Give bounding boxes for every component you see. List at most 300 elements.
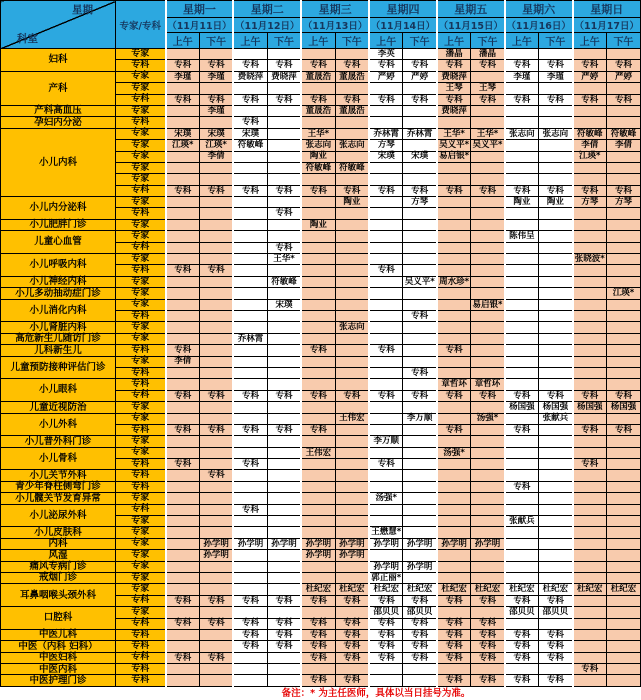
schedule-cell	[471, 572, 505, 583]
schedule-cell	[369, 288, 403, 299]
schedule-cell	[606, 299, 640, 310]
schedule-cell: 方琴	[573, 197, 607, 208]
department-cell: 产科	[1, 71, 116, 105]
schedule-cell	[369, 117, 403, 128]
schedule-cell: 乔林霄	[233, 333, 267, 344]
schedule-cell	[471, 424, 505, 435]
day-header-0: 星期一	[166, 1, 234, 18]
department-cell: 小儿皮肤科	[1, 527, 116, 538]
schedule-cell	[437, 493, 471, 504]
schedule-cell	[606, 641, 640, 652]
schedule-cell	[335, 231, 369, 242]
schedule-cell: 专科	[166, 60, 200, 71]
schedule-cell: 江瑛*	[606, 288, 640, 299]
schedule-cell	[403, 219, 437, 230]
row-type-cell: 专科	[116, 390, 166, 401]
schedule-cell	[403, 447, 437, 458]
schedule-cell	[437, 265, 471, 276]
schedule-cell: 专科	[335, 595, 369, 606]
schedule-cell: 专科	[471, 595, 505, 606]
schedule-cell	[437, 459, 471, 470]
schedule-cell	[606, 345, 640, 356]
schedule-cell	[606, 379, 640, 390]
schedule-cell	[301, 288, 335, 299]
day-header-6: 星期日	[573, 1, 641, 18]
schedule-row	[1, 288, 641, 299]
pm-header-4: 下午	[471, 33, 505, 49]
schedule-cell	[505, 299, 539, 310]
schedule-cell	[471, 231, 505, 242]
schedule-cell	[335, 128, 369, 139]
schedule-cell: 专科	[369, 265, 403, 276]
schedule-cell	[437, 117, 471, 128]
row-type-cell: 专家	[116, 333, 166, 344]
schedule-cell: 专科	[505, 94, 539, 105]
department-cell: 儿童心血管	[1, 231, 116, 254]
schedule-cell: 孙学明	[471, 538, 505, 549]
department-cell: 中医内科	[1, 664, 116, 675]
schedule-cell: 王琴	[471, 83, 505, 94]
schedule-cell	[267, 584, 301, 595]
schedule-cell	[166, 527, 200, 538]
department-cell: 小儿消化内科	[1, 299, 116, 322]
schedule-cell: 乔林霄	[369, 128, 403, 139]
schedule-row	[1, 481, 641, 492]
department-cell: 小儿普外科门诊	[1, 436, 116, 447]
row-type-cell: 专科	[116, 675, 166, 686]
schedule-cell	[403, 105, 437, 116]
schedule-cell	[233, 162, 267, 173]
schedule-cell	[233, 288, 267, 299]
schedule-cell	[606, 117, 640, 128]
row-type-cell: 专家	[116, 231, 166, 242]
row-type-cell: 专家	[116, 550, 166, 561]
schedule-row	[1, 345, 641, 356]
schedule-cell: 严婷	[369, 71, 403, 82]
schedule-cell	[437, 322, 471, 333]
schedule-cell	[539, 664, 573, 675]
department-cell: 小儿泌尿外科	[1, 504, 116, 527]
schedule-cell	[403, 140, 437, 151]
schedule-cell	[233, 379, 267, 390]
schedule-cell	[335, 151, 369, 162]
schedule-cell: 李倩	[199, 151, 233, 162]
schedule-cell: 张志向	[539, 128, 573, 139]
schedule-cell	[471, 151, 505, 162]
row-type-cell: 专科	[116, 459, 166, 470]
schedule-cell: 专科	[437, 424, 471, 435]
schedule-cell: 专科	[403, 390, 437, 401]
schedule-cell: 吴义平*	[403, 276, 437, 287]
schedule-cell	[606, 367, 640, 378]
schedule-cell	[539, 379, 573, 390]
schedule-cell	[369, 83, 403, 94]
schedule-cell: 孙学明	[335, 550, 369, 561]
department-cell: 高危新生儿随访门诊	[1, 333, 116, 344]
schedule-cell	[335, 299, 369, 310]
schedule-cell	[606, 629, 640, 640]
schedule-cell: 专科	[437, 629, 471, 640]
schedule-cell	[166, 402, 200, 413]
schedule-row	[1, 493, 641, 504]
schedule-cell: 严婷	[403, 71, 437, 82]
schedule-cell: 专科	[471, 94, 505, 105]
schedule-cell: 孙学明	[267, 538, 301, 549]
schedule-cell: 专科	[267, 60, 301, 71]
schedule-cell	[267, 470, 301, 481]
schedule-cell	[335, 83, 369, 94]
schedule-cell	[267, 516, 301, 527]
schedule-cell	[335, 493, 369, 504]
schedule-cell	[403, 436, 437, 447]
schedule-row	[1, 641, 641, 652]
schedule-cell	[403, 459, 437, 470]
schedule-cell	[403, 174, 437, 185]
schedule-cell: 专科	[403, 310, 437, 321]
schedule-cell	[335, 345, 369, 356]
schedule-cell	[199, 413, 233, 424]
schedule-cell: 专科	[233, 94, 267, 105]
schedule-cell	[166, 436, 200, 447]
schedule-cell: 陶业	[335, 197, 369, 208]
schedule-cell: 专科	[199, 652, 233, 663]
schedule-cell: 孙学明	[233, 538, 267, 549]
schedule-cell	[267, 493, 301, 504]
schedule-cell: 专科	[573, 664, 607, 675]
schedule-cell: 江瑛*	[166, 140, 200, 151]
schedule-cell: 邵贝贝	[403, 607, 437, 618]
am-header-1: 上午	[233, 33, 267, 49]
schedule-cell: 专科	[437, 94, 471, 105]
schedule-cell	[369, 231, 403, 242]
schedule-cell	[233, 561, 267, 572]
schedule-cell	[471, 174, 505, 185]
schedule-cell	[539, 470, 573, 481]
schedule-cell	[166, 572, 200, 583]
schedule-cell: 张志向	[335, 140, 369, 151]
schedule-cell	[233, 310, 267, 321]
schedule-cell: 专科	[369, 60, 403, 71]
schedule-cell	[301, 470, 335, 481]
schedule-cell	[403, 208, 437, 219]
schedule-cell	[606, 151, 640, 162]
schedule-cell	[505, 413, 539, 424]
row-type-cell: 专家	[116, 584, 166, 595]
department-cell: 小儿多动抽动症门诊	[1, 288, 116, 299]
schedule-cell	[369, 356, 403, 367]
schedule-cell	[267, 367, 301, 378]
schedule-cell: 方琴	[403, 197, 437, 208]
schedule-cell	[166, 299, 200, 310]
row-type-cell: 专家	[116, 71, 166, 82]
schedule-cell: 专科	[505, 629, 539, 640]
schedule-cell	[267, 219, 301, 230]
schedule-cell	[471, 470, 505, 481]
schedule-cell: 专科	[369, 595, 403, 606]
schedule-cell: 符敏峰	[267, 276, 301, 287]
schedule-cell	[505, 49, 539, 60]
schedule-cell: 专科	[505, 481, 539, 492]
schedule-cell	[606, 83, 640, 94]
schedule-cell	[166, 333, 200, 344]
schedule-cell	[369, 447, 403, 458]
schedule-cell	[505, 310, 539, 321]
department-cell: 风湿	[1, 550, 116, 561]
schedule-cell	[539, 254, 573, 265]
row-type-cell: 专科	[116, 242, 166, 253]
schedule-cell	[369, 664, 403, 675]
schedule-cell	[199, 208, 233, 219]
schedule-cell	[505, 459, 539, 470]
schedule-cell: 王伟宏	[301, 447, 335, 458]
schedule-cell	[199, 561, 233, 572]
schedule-cell	[403, 527, 437, 538]
schedule-cell	[369, 276, 403, 287]
schedule-cell	[335, 219, 369, 230]
schedule-cell: 宋璞	[369, 151, 403, 162]
schedule-cell	[539, 208, 573, 219]
schedule-cell	[199, 333, 233, 344]
schedule-cell: 专科	[606, 185, 640, 196]
schedule-cell	[166, 219, 200, 230]
schedule-cell	[573, 470, 607, 481]
schedule-row	[1, 629, 641, 640]
schedule-cell: 李瑾	[199, 71, 233, 82]
schedule-cell	[573, 242, 607, 253]
schedule-cell	[369, 105, 403, 116]
schedule-cell	[437, 162, 471, 173]
department-cell: 小儿肥胖门诊	[1, 219, 116, 230]
schedule-cell	[505, 345, 539, 356]
schedule-cell: 杜纪宏	[606, 584, 640, 595]
schedule-cell	[437, 197, 471, 208]
schedule-cell	[471, 288, 505, 299]
schedule-cell	[267, 128, 301, 139]
schedule-cell	[267, 447, 301, 458]
schedule-cell	[573, 322, 607, 333]
schedule-cell: 专科	[471, 641, 505, 652]
schedule-cell	[539, 162, 573, 173]
schedule-cell	[573, 162, 607, 173]
schedule-cell	[335, 572, 369, 583]
schedule-cell	[335, 424, 369, 435]
schedule-cell: 专科	[539, 60, 573, 71]
schedule-cell	[166, 310, 200, 321]
schedule-cell	[301, 310, 335, 321]
row-type-cell: 专家	[116, 288, 166, 299]
schedule-cell	[335, 288, 369, 299]
schedule-cell	[199, 516, 233, 527]
schedule-cell	[199, 527, 233, 538]
row-type-cell: 专家	[116, 413, 166, 424]
schedule-cell: 专科	[539, 94, 573, 105]
schedule-cell	[199, 481, 233, 492]
schedule-cell	[471, 208, 505, 219]
schedule-row	[1, 664, 641, 675]
schedule-cell: 孙学明	[403, 538, 437, 549]
schedule-cell	[573, 276, 607, 287]
schedule-cell	[335, 607, 369, 618]
schedule-cell	[301, 208, 335, 219]
row-type-cell: 专家	[116, 299, 166, 310]
department-cell: 小儿内科	[1, 128, 116, 196]
schedule-cell: 专科	[301, 390, 335, 401]
schedule-cell: 专科	[233, 185, 267, 196]
schedule-cell: 专科	[437, 618, 471, 629]
row-type-cell: 专科	[116, 652, 166, 663]
schedule-cell: 专科	[437, 675, 471, 686]
schedule-cell: 张献兵	[505, 516, 539, 527]
schedule-cell	[437, 231, 471, 242]
schedule-cell: 专科	[166, 345, 200, 356]
schedule-cell	[369, 470, 403, 481]
schedule-row	[1, 572, 641, 583]
day-header-3: 星期四	[369, 1, 437, 18]
schedule-cell: 专科	[369, 345, 403, 356]
schedule-cell: 陶业	[301, 219, 335, 230]
schedule-cell	[539, 49, 573, 60]
schedule-cell: 专科	[301, 185, 335, 196]
schedule-cell: 专科	[233, 629, 267, 640]
schedule-row	[1, 447, 641, 458]
schedule-cell: 专科	[606, 60, 640, 71]
schedule-cell	[335, 333, 369, 344]
schedule-cell	[471, 493, 505, 504]
schedule-cell	[437, 561, 471, 572]
schedule-row	[1, 379, 641, 390]
schedule-cell	[267, 402, 301, 413]
schedule-cell	[301, 527, 335, 538]
schedule-cell: 邵贝贝	[505, 607, 539, 618]
schedule-cell	[233, 265, 267, 276]
schedule-cell: 杜纪宏	[505, 584, 539, 595]
schedule-cell: 宋璞	[233, 128, 267, 139]
am-header-4: 上午	[437, 33, 471, 49]
department-cell: 中医妇科	[1, 652, 116, 663]
schedule-row	[1, 607, 641, 618]
schedule-cell	[199, 493, 233, 504]
schedule-cell	[471, 310, 505, 321]
department-cell: 耳鼻咽喉头颈外科	[1, 584, 116, 607]
schedule-cell: 宋璞	[267, 299, 301, 310]
schedule-cell: 李瑾	[539, 71, 573, 82]
schedule-cell	[301, 561, 335, 572]
schedule-cell	[437, 288, 471, 299]
schedule-cell	[166, 276, 200, 287]
schedule-cell	[166, 117, 200, 128]
schedule-cell	[403, 424, 437, 435]
row-type-cell: 专家	[116, 538, 166, 549]
row-type-cell: 专家	[116, 254, 166, 265]
schedule-cell: 专科	[267, 390, 301, 401]
schedule-cell	[301, 197, 335, 208]
row-type-cell: 专科	[116, 664, 166, 675]
schedule-cell: 专科	[437, 345, 471, 356]
department-cell: 痛风专病门诊	[1, 561, 116, 572]
schedule-cell	[403, 504, 437, 515]
schedule-cell	[403, 493, 437, 504]
schedule-cell	[267, 481, 301, 492]
schedule-cell: 孙学明	[199, 538, 233, 549]
schedule-cell: 潘晶	[437, 49, 471, 60]
schedule-cell	[573, 413, 607, 424]
schedule-row	[1, 652, 641, 663]
schedule-row	[1, 322, 641, 333]
schedule-cell	[335, 117, 369, 128]
schedule-cell	[369, 516, 403, 527]
schedule-cell	[369, 675, 403, 686]
schedule-cell: 专科	[267, 185, 301, 196]
schedule-cell	[335, 174, 369, 185]
schedule-cell: 专科	[233, 504, 267, 515]
schedule-cell: 张献兵	[539, 413, 573, 424]
schedule-row	[1, 128, 641, 139]
schedule-cell	[267, 436, 301, 447]
schedule-cell	[505, 493, 539, 504]
schedule-cell	[606, 561, 640, 572]
schedule-cell	[267, 572, 301, 583]
schedule-cell: 专科	[335, 652, 369, 663]
schedule-cell	[335, 447, 369, 458]
schedule-cell	[199, 504, 233, 515]
schedule-cell	[166, 151, 200, 162]
schedule-row	[1, 276, 641, 287]
schedule-cell	[573, 367, 607, 378]
schedule-cell	[199, 379, 233, 390]
pm-header-2: 下午	[335, 33, 369, 49]
schedule-cell	[403, 516, 437, 527]
schedule-cell	[369, 504, 403, 515]
schedule-cell	[267, 117, 301, 128]
schedule-cell: 符敏峰	[606, 128, 640, 139]
schedule-cell	[505, 470, 539, 481]
schedule-cell	[267, 652, 301, 663]
schedule-cell	[403, 49, 437, 60]
schedule-cell	[233, 470, 267, 481]
schedule-cell: 专科	[301, 424, 335, 435]
schedule-cell: 专科	[267, 618, 301, 629]
schedule-cell	[166, 470, 200, 481]
schedule-cell: 董晟浩	[301, 105, 335, 116]
schedule-cell: 孙学明	[369, 538, 403, 549]
schedule-cell: 专科	[233, 641, 267, 652]
schedule-row	[1, 356, 641, 367]
schedule-cell	[471, 436, 505, 447]
schedule-cell	[606, 322, 640, 333]
day-date-6: （11月17日）	[573, 18, 641, 33]
schedule-cell	[233, 607, 267, 618]
schedule-cell: 汤强*	[471, 413, 505, 424]
department-cell: 戒烟门诊	[1, 572, 116, 583]
department-cell: 小儿内分泌科	[1, 197, 116, 220]
department-cell: 产科高血压	[1, 105, 116, 116]
schedule-cell	[199, 276, 233, 287]
schedule-cell	[267, 345, 301, 356]
schedule-cell	[301, 49, 335, 60]
schedule-cell	[233, 105, 267, 116]
schedule-cell	[267, 675, 301, 686]
schedule-cell: 陈伟呈	[505, 231, 539, 242]
schedule-cell	[403, 379, 437, 390]
schedule-cell	[437, 219, 471, 230]
schedule-cell: 周水珍*	[437, 276, 471, 287]
schedule-cell	[267, 322, 301, 333]
schedule-cell	[403, 664, 437, 675]
schedule-cell	[471, 516, 505, 527]
schedule-cell	[471, 459, 505, 470]
schedule-cell: 专科	[233, 117, 267, 128]
schedule-row	[1, 105, 641, 116]
